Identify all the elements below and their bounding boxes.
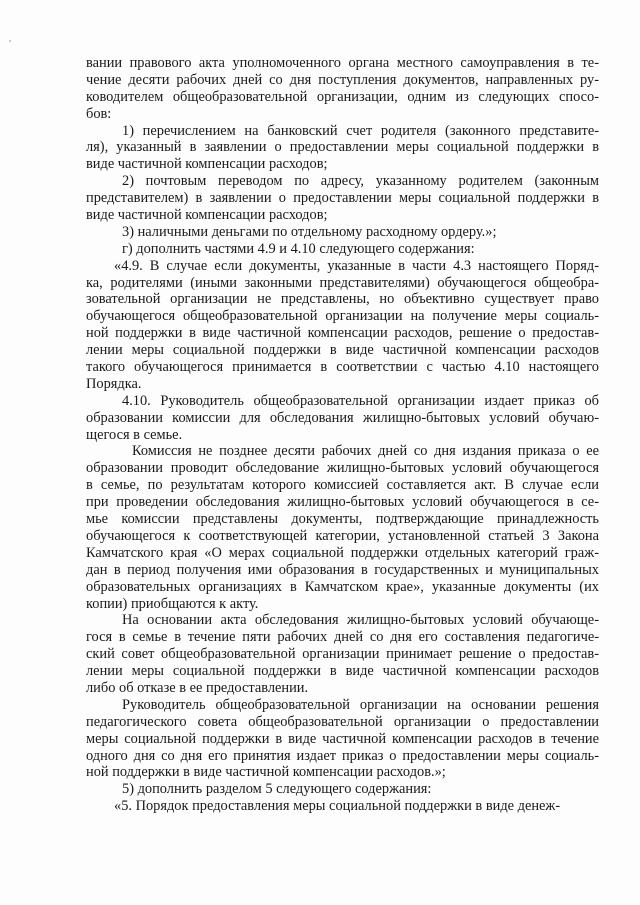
text-line: 2) почтовым переводом по адресу, указанному родителем (законным xyxy=(122,173,599,190)
text-line: гося в семье в течение пяти рабочих дней со дня его составления педагогиче- xyxy=(86,629,599,646)
document-body xyxy=(86,55,599,815)
paragraph xyxy=(86,798,599,815)
paragraph xyxy=(86,258,599,393)
text-line: На основании акта обследования жилищно-бытовых условий обучающе- xyxy=(122,612,599,629)
text-line: зовательной организации не представлены, но объективно существует право xyxy=(86,291,599,308)
scan-speck xyxy=(9,40,11,42)
text-line: 4.10. Руководитель общеобразовательной организации издает приказ об xyxy=(122,392,599,409)
text-line: ной поддержки в виде частичной компенсации расходов.»; xyxy=(86,764,446,781)
text-line: виде частичной компенсации расходов; xyxy=(86,207,328,224)
text-line: копии) приобщаются к акту. xyxy=(86,595,259,612)
text-line: Комиссия не позднее десяти рабочих дней со дня издания приказа о ее xyxy=(132,443,599,460)
text-line: обучающегося к соответствующей категории, установленной статьей 3 Закона xyxy=(86,527,599,544)
text-line: либо об отказе в ее предоставлении. xyxy=(86,679,309,696)
text-line: 3) наличными деньгами по отдельному расходному ордеру.»; xyxy=(122,223,497,240)
text-line: одного дня со дня его принятия издает приказ о предоставлении меры социаль- xyxy=(86,747,599,764)
text-line: «5. Порядок предоставления меры социальной поддержки в виде денеж- xyxy=(114,798,561,815)
paragraph xyxy=(86,173,599,224)
text-line: ский совет общеобразовательной организации принимает решение о предостав- xyxy=(86,646,599,663)
text-line: Руководитель общеобразовательной организации на основании решения xyxy=(122,696,599,713)
text-line: ной поддержки в виде частичной компенсации расходов, решение о предостав- xyxy=(86,325,599,342)
text-line: образовании проводит обследование жилищно-бытовых условий обучающегося xyxy=(86,460,599,477)
text-line: ля), указанный в заявлении о предоставлении меры социальной поддержки в xyxy=(86,139,599,156)
text-line: виде частичной компенсации расходов; xyxy=(86,156,328,173)
text-line: г) дополнить частями 4.9 и 4.10 следующего содержания: xyxy=(122,240,475,257)
paragraph xyxy=(86,241,599,258)
text-line: щегося в семье. xyxy=(86,426,183,443)
text-line: образовании комиссии для обследования жилищно-бытовых условий обучаю- xyxy=(86,409,599,426)
text-line: бов: xyxy=(86,105,112,122)
paragraph xyxy=(86,393,599,444)
text-line: 1) перечислением на банковский счет родителя (законного представите- xyxy=(122,122,599,139)
paragraph xyxy=(86,697,599,781)
text-line: ка, родителями (иными законными представителями) обучающегося общеобра- xyxy=(86,274,599,291)
paragraph xyxy=(86,612,599,696)
text-line: Камчатского края «О мерах социальной поддержки отдельных категорий граж- xyxy=(86,544,599,561)
text-line: такого обучающегося принимается в соответствии с частью 4.10 настоящего xyxy=(86,359,599,376)
paragraph xyxy=(86,224,599,241)
text-line: при проведении обследования жилищно-бытовых условий обучающегося в се- xyxy=(86,494,599,511)
text-line: обучающегося общеобразовательной организации на получение меры социаль- xyxy=(86,308,599,325)
text-line: мье комиссии представлены документы, подтверждающие принадлежность xyxy=(86,511,599,528)
text-line: меры социальной поддержки в виде частичной компенсации расходов в течение xyxy=(86,730,599,747)
text-line: в семье, по результатам которого комиссией составляется акт. В случае если xyxy=(86,477,599,494)
text-line: Порядка. xyxy=(86,375,142,392)
text-line: представителем) в заявлении о предоставлении меры социальной поддержки в xyxy=(86,190,599,207)
text-line: педагогического совета общеобразовательной организации о предоставлении xyxy=(86,713,599,730)
paragraph xyxy=(86,123,599,174)
text-line: «4.9. В случае если документы, указанные в части 4.3 настоящего Поряд- xyxy=(114,257,599,274)
text-line: дан в период получения ими образования в государственных и муниципальных xyxy=(86,561,599,578)
text-line: лении меры социальной поддержки в виде частичной компенсации расходов xyxy=(86,342,599,359)
paragraph xyxy=(86,781,599,798)
text-line: вании правового акта уполномоченного органа местного самоуправления в те- xyxy=(86,55,599,71)
paragraph xyxy=(86,443,599,612)
text-line: ководителем общеобразовательной организации, одним из следующих спосо- xyxy=(86,88,599,105)
text-line: 5) дополнить разделом 5 следующего содержания: xyxy=(122,781,432,798)
text-line: чение десяти рабочих дней со дня поступления документов, направленных ру- xyxy=(86,71,599,88)
text-line: лении меры социальной поддержки в виде частичной компенсации расходов xyxy=(86,663,599,680)
text-line: образовательных организациях в Камчатском крае», указанные документы (их xyxy=(86,578,599,595)
paragraph xyxy=(86,55,599,123)
